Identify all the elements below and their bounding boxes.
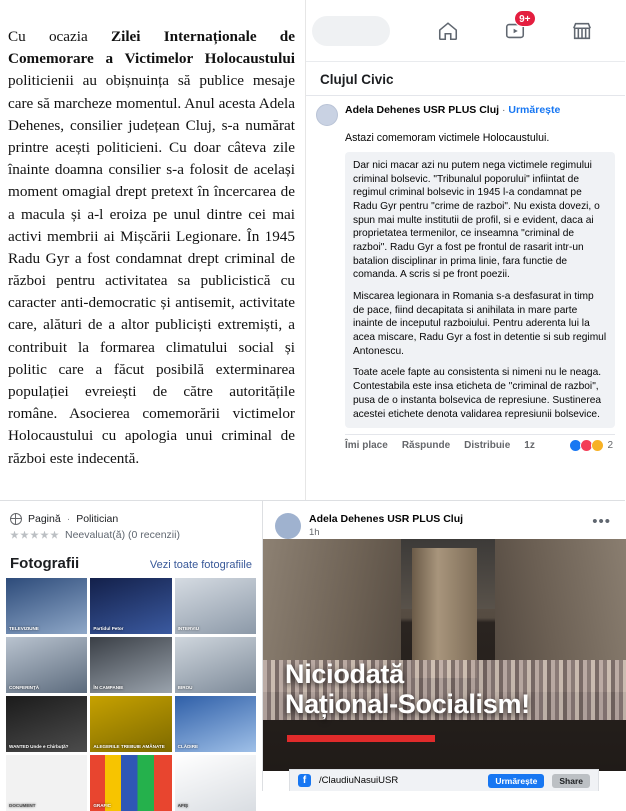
timestamp: 1z xyxy=(524,440,535,452)
avatar[interactable] xyxy=(316,104,338,126)
quoted-comment xyxy=(345,152,615,428)
post-actions xyxy=(345,434,615,451)
video-post-column xyxy=(262,500,625,791)
globe-icon xyxy=(10,513,22,525)
video-post-header xyxy=(263,501,625,539)
page-category-secondary[interactable]: Politician xyxy=(76,513,119,525)
photo-tile[interactable]: ÎN CAMPANIE xyxy=(90,637,171,693)
overlay-red-bar xyxy=(287,735,435,742)
group-title[interactable]: Clujul Civic xyxy=(320,72,394,87)
photo-tile[interactable]: GRAFIC xyxy=(90,755,171,811)
page-category-primary: Pagină xyxy=(28,513,61,525)
facebook-topbar xyxy=(306,0,625,62)
photo-tile[interactable]: CONFERINȚĂ xyxy=(6,637,87,693)
meta-separator: · xyxy=(501,104,506,116)
reaction-summary[interactable] xyxy=(569,439,613,452)
facebook-nav xyxy=(390,14,625,48)
comment-post xyxy=(306,96,625,455)
reply-button[interactable]: Răspunde xyxy=(401,440,451,452)
quote-paragraph-2: Miscarea legionara in Romania s-a desfasurat in timp de pace, fiind decapitata si anihilata in mare parte inainte de inceputul razboiului. Pentru aderenta lui la acea miscare, Radu Gyr a fost in detentie si sub regimul Antonescu. xyxy=(353,291,607,357)
photo-tile[interactable]: DOCUMENT xyxy=(6,755,87,811)
post-lead-text: Astazi comemoram victimele Holocaustului. xyxy=(345,132,550,144)
marketplace-icon[interactable] xyxy=(559,14,605,48)
footer-handle[interactable]: /ClaudiuNasuiUSR xyxy=(319,775,399,786)
share-button[interactable]: Distribuie xyxy=(464,440,511,452)
photos-title: Fotografii xyxy=(10,555,80,572)
page-rating-text: Neevaluat(ă) (0 recenzii) xyxy=(65,529,180,541)
footer-share-button[interactable]: Share xyxy=(552,774,590,788)
quote-paragraph-1: Dar nici macar azi nu putem nega victimele regimului criminal bolsevic. "Tribunalul poporului" infiintat de regimul criminal bolsevic in 1945 l-a condamnat pe Radu Gyr pentru "crime de razboi". Nu exista dovezi, o spun mai multe institutii de profil, si e evident, daca ai proprietatea termenilor, ce inseamna "criminal de razboi". Radu Gyr a fost pe frontul de rasarit intr-un batalion disciplinar in prima linie, fara functie de comanda. A scris si pe front poezii. xyxy=(353,160,600,281)
overlay-line-1: Niciodată xyxy=(285,659,404,689)
post-header xyxy=(316,104,615,126)
video-post-time: 1h xyxy=(309,526,320,538)
quote-paragraph-3: Toate acele fapte au consistenta si nimeni nu le neaga. Contestabila este insa eticheta de "criminal de razboi", pusa de o instanta bolsevica de represiune. Sustinerea acestei etichete denota validarea represiunii bolsevice. xyxy=(353,367,602,420)
page-rating-row xyxy=(0,525,262,541)
facebook-mark-icon: f xyxy=(298,774,311,787)
photo-tile[interactable]: Partidul Petor xyxy=(90,578,171,634)
avatar[interactable] xyxy=(275,513,301,539)
photo-tile[interactable]: AFIȘ xyxy=(175,755,256,811)
page-info-column xyxy=(0,500,262,808)
photo-tile[interactable]: CLĂDIRE xyxy=(175,696,256,752)
photos-header xyxy=(0,541,262,578)
search-input[interactable] xyxy=(312,16,390,46)
more-options-icon[interactable]: ••• xyxy=(592,513,611,530)
video-post-meta xyxy=(309,513,463,539)
home-icon[interactable] xyxy=(425,14,471,48)
follow-link[interactable]: Urmărește xyxy=(508,104,561,116)
photo-tile[interactable]: INTERVIU xyxy=(175,578,256,634)
star-rating-icon xyxy=(10,531,59,540)
photo-tile[interactable]: TELEVIZIUNE xyxy=(6,578,87,634)
reaction-count: 2 xyxy=(607,440,613,452)
category-separator: · xyxy=(66,513,71,525)
photo-tile[interactable]: WANTED Unde e Chirbuță? xyxy=(6,696,87,752)
footer-follow-button[interactable]: Urmărește xyxy=(488,774,544,788)
watch-icon[interactable] xyxy=(492,14,538,48)
like-button[interactable]: Îmi place xyxy=(345,440,388,452)
haha-reaction-icon xyxy=(591,439,604,452)
article-paragraph: Cu ocazia Zilei Internaționale de Comemorare a Victimelor Holocaustului politicienii au obișnuința să publice mesaje care să marcheze momentul. Anul acesta Adela Dehenes, consilier județean Cluj, s-a numărat printre acești politicieni. Cu doar câteva zile înainte doamna consilier s-a folosit de același moment omagial drept pretext în încercarea de a macula și a-l eroiza pe unul dintre cei mai activi membrii ai Mișcării Legionare. În 1945 Radu Gyr a fost condamnat drept criminal de război pentru activitatea sa publicistică cu caracter anti-democratic și antisemit, activitate care, alături de a altor publiciști extremiști, a contribuit la formarea climatului social și politic care a făcut posibilă exterminarea populației evreiești de către autoritățile române. Asocierea comemorării victimelor Holocaustului cu apologia unui criminal de război este indecentă. xyxy=(8,28,295,467)
video-post-author[interactable]: Adela Dehenes USR PLUS Cluj xyxy=(309,513,464,525)
facebook-pane xyxy=(305,0,625,500)
video-footer-bar xyxy=(289,769,599,791)
post-author[interactable]: Adela Dehenes USR PLUS Cluj xyxy=(345,104,500,116)
post-meta xyxy=(345,104,560,117)
article-column xyxy=(0,0,305,500)
photo-tile[interactable]: BIROU xyxy=(175,637,256,693)
photo-tile[interactable]: ALEGERILE TREBUIE AMÂNATE xyxy=(90,696,171,752)
see-all-photos-link[interactable]: Vezi toate fotografiile xyxy=(149,559,252,571)
overlay-line-2: Național-Socialism! xyxy=(285,689,530,720)
page-category-row xyxy=(0,509,262,525)
photo-grid xyxy=(0,578,262,811)
watch-badge: 9+ xyxy=(514,10,535,27)
video-player[interactable] xyxy=(263,539,626,771)
video-overlay-text xyxy=(285,659,530,719)
